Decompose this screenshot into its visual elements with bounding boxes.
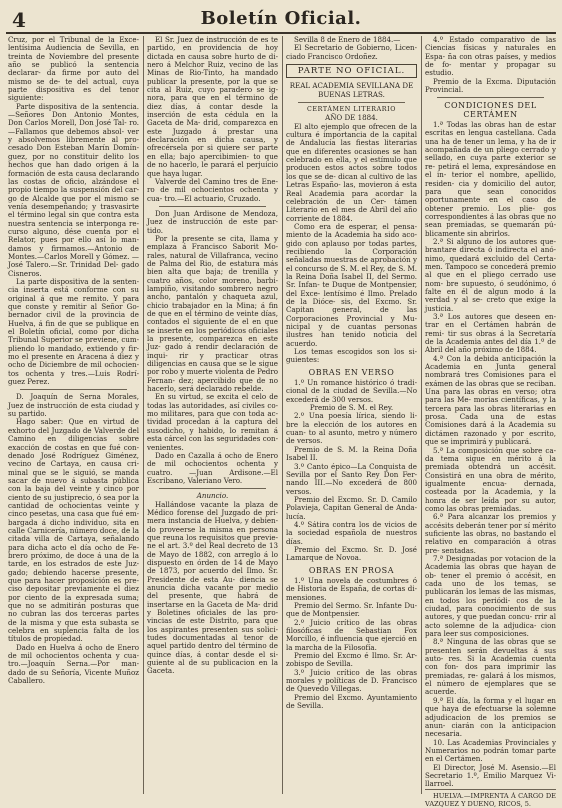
page-header [6,0,556,34]
column-3 [282,36,417,794]
paragraph: Cruz, por el Tribunal de la Exce- lentísima Audiencia de Sevilla, en treinta de Noviembre del presente año se publicó la sentencia declarar- da firme por auto del mismo se de- te del actual, cuya parte dispositiva es del tenor siguiente: [8,35,139,103]
contest-year: AÑO DE 1884. [325,113,378,123]
paragraph: Dado en Cazalla á ocho de Enero de mil ochocientos ochenta y cuatro. —Juan Ardisone.—El Escribano, Valeriano Vero. [147,450,278,485]
paragraph: Hallándose vacante la plaza de Médico forense del Juzgado de pri- mera instancia de Huelva, y debien- do proveerse la misma en persona que reuna los requisitos que previe- ne el art. 3.º del Real decreto de 13 de Mayo de 1882, con arreglo á lo dispuesto en órden de 14 de Mayo de 1873, por acuerdo del Ilmo. Sr. Presidente de esta Au- diencia se anuncia dicha vacante por medio del presente, que habrá de insertarse en la Gaceta de Ma- drid y Boletines oficiales de las pro- vincias de este Distrito, para que los aspirantes presenten sus solici- tudes documentadas al tenor de aquel partido dentro del término de quince días, á contar desde el si- guiente al de su publicacion en la Gaceta. [147,499,278,676]
header-rule [6,32,556,34]
paragraph: 5.ª La composición que sobre ca- da tema sigue en mérito á la premiada obtendrá un accésit. Consistirá en una obra de mérito, igualmente encua- dernada, costeada por la Academia, y la honra de ser leída por su autor, como las obras premiadas. [425,445,556,513]
paragraph: 8.ª Ninguna de las obras que se presenten serán devueltas á sus auto- res. Si la Academia cuenta con fon- dos para imprimir las premiadas, re- galará á los mismos, el número de ejemplares que se acuerde. [425,637,556,697]
paragraph: Dado en Huelva á ocho de Enero de mil ochocientos ochenta y cua- tro.—Joaquín Serna.—Por man- dado de su Señoría, Vicente Muñoz Caballero. [8,642,139,686]
paragraph: D. Joaquín de Serna Morales, Juez de instrucción de esta ciudad y su partido. [8,392,139,419]
paragraph: El Sr. Juez de instrucción de es te partido, en providencia de hoy dictada en causa sobre hurto de di- nero á Melchor Ruiz, vecino de las Minas de Rio-Tinto, ha mandado publicar la presente, por la que se cita al Ruiz, cuyo paradero se ig- nora, para que en el término de diez días, á contar desde la inserción de esta cédula en la Gaceta de Ma- drid, comparezca en este Juzgado á prestar una declaración en dicha causa, y ofrecérsela por si quiere ser parte en ella; bajo apercibimien- to que de no hacerlo, le parará el perjuicio que haya lugar. [147,35,278,178]
paragraph: Los temas escogidos son los si- guientes: [286,347,417,365]
paragraph: Don Juan Ardisone de Mendoza, Juez de instrucción de este par- tido. [147,208,278,235]
prize-line: Premio del Sermo. Sr. Infante Du- que de Montpensier. [286,601,417,619]
section-header: PARTE NO OFICIAL. [286,64,417,78]
divider [159,488,266,489]
paragraph: 4.º Sátira contra los de vicios de la sociedad española de nuestros días. [286,519,417,546]
verse-header: OBRAS EN VERSO [308,367,395,377]
paragraph: Valverde del Camino tres de Ene- ro de mil ochocientos ochenta y cua- tro.—El actuario, Cruzado. [147,176,278,203]
paragraph: 4.º Estado comparativo de las Ciencias físicas y naturales en Espa- ña con otras países, y medios de fo- mentar y propagar su estudio. [425,35,556,78]
contest-title: CERTÁMEN LITERARIO [307,106,396,114]
imprint-footer: HUELVA.—IMPRENTA Á CARGO DE VAZQUEZ Y DUENO, RICOS, 5. [425,789,556,808]
prize-line: Premio del Excmo é Ilmo. Sr. Ar- zobispo de Sevilla. [286,651,417,669]
column-2 [143,36,278,794]
divider [298,102,405,103]
paragraph: 1.º Una novela de costumbres ó de Historia de España, de cortas di- mensiones. [286,575,417,602]
newspaper-title: Boletín Oficial. [200,8,362,29]
paragraph: 1.º Un romance histórico ó tradi- cional de la ciudad de Sevilla.—No excederá de 300 versos. [286,378,417,404]
prize-line: Premio de la Excma. Diputación Provincial. [425,76,556,95]
divider [437,97,544,98]
prize-line: Premio de S. M. el Rey. [309,403,394,413]
paragraph: Por la presente se cita, llama y emplaza á Francisco Saborit Mo- rales, natural de Villafranca, vecino de Palma del Rio, de estatura más bien alta que baja; de trenilla y cuatro años, color moreno, barbi- lampiño, visitando sombrero negro ancho, pantalón y chaqueta azul, chicio trabajador en la Mina; á fin de que en el término de veinte días, contados el siguiente de el en que se inserte en los periódicos oficiales la presente, comparezca en este Juz- gado á rendir declaración de inqui- rir y practicar otras diligencias en causa que se le sigue por robo y muerte violenta de Pedro Fernan- dez; apercibido que de no hacerlo, será declarado rebelde. [147,233,278,394]
academy-name: REAL ACADEMIA SEVILLANA DE BUENAS LETRAS. [289,81,414,99]
paragraph: 2.ª Si alguno de los autores que- brantare directa ó indirecta el anó- nimo, quedará excluido del Certa- men. Tampoco se concederá premio al que en el pliego cerrado use nom- bre supuesto, ó seudónimo, ó falte en él de algun modo á la verdad y al se- creto que exige la justicia. [425,236,556,313]
paragraph: Hago saber: Que en virtud de exhorto del Juzgado de Valverde del Camino en diligencias sobre exacción de costas en que fué con- denado José Rodríguez Giménez, vecino de Cartaya, en causa cri- minal que se le siguió, se manda sacar de nuevo á subasta pública con la baja del veinte y cinco por ciento de su justiprecio, ó sea por la cantidad de ochocientas veinte y cinco pesetas, una casa que fué em- bargada á dicho individuo, sita en calle Carnicería, número doce, de la citada villa de Cartaya, señalando para dicha acto el día ocho de Fe- brero próximo, de doce á una de la tarde, en los estrados de este Juz- gado; debiendo hacerse presente, que para hacer proposición es pre- ciso depositar previamente el diez por ciento de la expresada suma; que no se admitirán posturas que no cubran las dos terceras partes de la misma y que esta subasta se celebra en suplencia falta de los títulos de propiedad. [8,417,139,644]
article-columns [8,35,556,808]
paragraph: El Secretario de Gobierno, Licen- ciado Francisco Ordoñez. [286,43,417,61]
prize-line: Premio de S. M. la Reina Doña Isabel II. [286,444,417,463]
paragraph: En su virtud, se excita el celo de todas las autoridades, así civiles co- mo militares, para que con toda ac- tividad procedan á la captura del susodicho, y habido, lo remitan á esta cárcel con las seguridades con- venientes. [147,392,278,452]
paragraph: 9.ª El día, la forma y el lugar en que haya de efectuarse la solemne adjudicacion de los premios se anun- ciarán con la anticipacion necesaria. [425,695,556,739]
conditions-header: CONDICIONES DEL CERTÁMEN [444,101,537,119]
paragraph: 3.º Juicio crítico de las obras morales y políticas de D. Francisco de Quevedo Villegas. [286,667,417,694]
divider [20,389,127,390]
notice-heading: Anuncio. [196,491,229,501]
column-1 [8,36,139,794]
prize-line: Premio del Excmo. Ayuntamiento de Sevilla. [286,692,417,711]
paragraph: 7.ª Designadas por votacion de la Academia las obras que hayan de ob- tener el premio ó accésit, en cada uno de los temas, se publicarán los lemas de las mismas, en todos los periódi- cos de la ciudad, para conocimiento de sus autores, y que puedan concu- rrir al acto solemne de la adjudica- cion para leer sus composiciones. [425,553,556,639]
prose-header: OBRAS EN PROSA [308,565,395,575]
paragraph: Como era de esperar, el pensa- miento de la Academia ha sido aco- gido con aplauso por todas partes, recibiendo la Corporación señaladas muestras de aprobación y el concurso de S. M. el Rey, de S. M. la Reina Doña Isabel II, del Sermo. Sr. Infan- te Duque de Montpensier, del Exce- lentísimo é Ilmo. Prelado de la Dióce- sis, del Excmo. Sr. Capitan general, de las Corporaciones Provincial y Mu- nicipal y de cuantas personas ilustres han tenido noticia del acuerdo. [286,221,417,348]
divider [159,206,266,207]
paragraph: 3.º Canto épico—La Conquista de Sevilla por el Santo Rey Don Fer- nando III.—No excederá de 800 versos. [286,461,417,496]
column-4 [421,35,556,808]
paragraph: El alto ejemplo que ofrecen de la cultura é importancia de la capital de Andalucía las fiestas literarias que en diferentes ocasiones se han celebrado en ella, y el estímulo que producen estos actos sobre todos los que se de- dican al cultivo de las Letras Españo- las, movieron á esta Real Academia para acordar la celebración de un Cer- támen Literario en el mes de Abril del año corriente de 1884. [286,121,417,223]
paragraph: 10. Las Academias Provinciales y Numerarios no podrán tomar parte en el Certámen. [425,737,556,764]
paragraph: 6.ª Para alcanzar los premios y accésits deberán tener por sí mérito suficiente las obras, no bastando el relativo en comparación á otras pre- sentadas. [425,512,556,555]
paragraph: Parte dispositiva de la sentencia. —Señores Don Antonio Montes, Don Carlos Morell, Don José Tal- ro.—Fallamos que debemos absol- ver y absolvemos libremente al pro- cesado Don Esteban Marín Domín- guez, por no constituir delito los hechos que han dado origen á la formación de esta causa declarando las costas de oficio, alzándose el propio tiempo la suspensión del car- go de Alcalde que por el mismo se venía desempeñando; y trasvasirte el término legal sin que contra esta nuestra sentencia se interponga re- curso alguno, dése cuenta por el Relator, pues por ello así lo man- damos y firmamos.—Antonio de Montes.—Carlos Morell y Gómez. —José Talero.—Sr. Trinidad Del- gado Cisneros. [8,101,139,278]
paragraph: 1.ª Todas las obras han de estar escritas en lengua castellana. Cada una ha de tener un lema, y ha de ir acompañada de un pliego cerrado y sellado, en cuya parte exterior se re- petirá el lema, expresándose en el in- terior el nombre, apellido, residen- cia y domicilio del autor, para que sean conocidos oportunamente en el caso de obtener premio. Los plie- gos correspondientes á las obras que no sean premiadas, se quemarán pú- blicamente sin abrirlos. [425,120,556,238]
page-number: 4 [12,8,26,32]
paragraph: Sevilla 8 de Enero de 1884.— [294,35,401,44]
paragraph: La parte dispositiva de la senten- cia inserta está conforme con su original á que me remito. Y para que conste y remitir al Señor Go- bernador civil de la provincia de Huelva, á fin de que se publique en el Boletín oficial, como por dicha Tribunal Superior se previene, cum- pliendo lo mandado, extiendo y fir- mo el presente en Aracena á diez y ocho de Diciembre de mil ochocien- tos ochenta y tres.—Luis Rodrí- guez Perez. [8,276,139,387]
paragraph: 4.ª Con la debida anticipación la Academia en Junta general nombrará tres Comisiones para el exámen de las obras que se reciban. Una para las obras en verso; otra para las Me- morias científicas, y la tercera para las obras literarias en prosa. Cada una de estas Comisiones dará á la Academia su dictámen razonado y por escrito, que se imprimirá y publicará. [425,353,556,447]
signature: El Director, José M. Asensio.—El Secretario 1.º, Emilio Marquez Vi- llarroel. [425,762,556,789]
paragraph: 3.ª Los autores que deseen en- trar en el Certámen habrán de remi- tir sus obras á la Secretaría de la Academia antes del día 1.º de Abril del año próximo de 1884. [425,312,556,355]
paragraph: 2.º Juicio crítico de las obras filosóficas de Sebastian Fox Morcillo, é influencia que ejerció en la marcha de la Filosofía. [286,617,417,652]
paragraph: 2.º Una poesía lírica, siendo li- bre la elección de los autores en cuan- to al asunto, metro y número de versos. [286,411,417,446]
prize-line: Premio del Excmo. Sr. D. José Lamarque de Novoa. [286,544,417,563]
prize-line: Premio del Excmo. Sr. D. Camilo Polavieja, Capitan General de Anda- lucía. [286,494,417,521]
